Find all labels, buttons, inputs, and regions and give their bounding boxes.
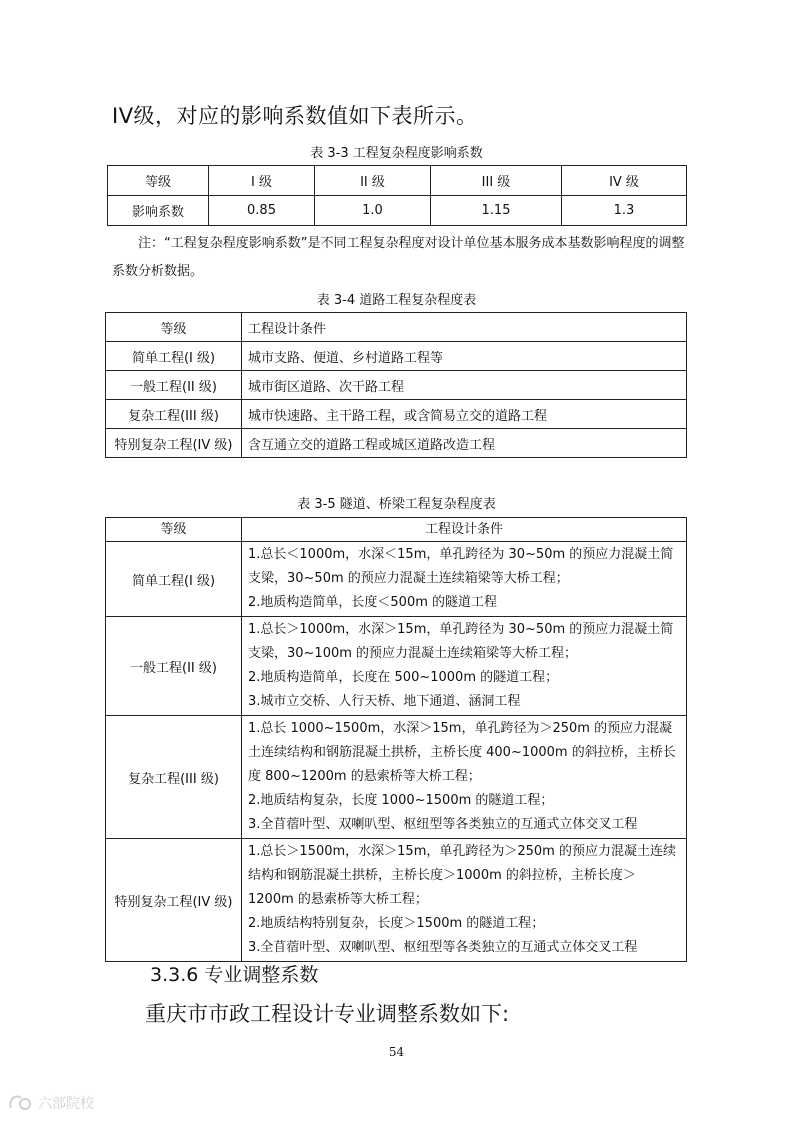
watermark-text: 六部院校 xyxy=(38,1096,94,1112)
condition-line: 1.总长＜1000m，水深＜15m，单孔跨径为 30~50m 的预应力混凝土简支梁，30~50m 的预应力混凝土连续箱梁等大桥工程； xyxy=(248,547,674,586)
condition-line: 2.地质构造简单，长度＜500m 的隧道工程 xyxy=(248,595,498,610)
table-cell: 简单工程(I 级) xyxy=(106,342,242,371)
table-row xyxy=(106,342,687,371)
page-number: 54 xyxy=(388,1045,405,1059)
table-row xyxy=(106,429,687,458)
table-cell: 1.0 xyxy=(315,196,431,226)
condition-line: 2.地质构造简单，长度在 500~1000m 的隧道工程； xyxy=(248,670,559,685)
table-cell: 等级 xyxy=(108,166,209,196)
table-cell: 城市街区道路、次干路工程 xyxy=(242,371,687,400)
table-cell xyxy=(242,542,687,617)
table-row xyxy=(108,196,687,226)
table-cell xyxy=(242,716,687,839)
table-3-5-caption: 表 3-5 隧道、桥梁工程复杂程度表 xyxy=(297,497,496,512)
table-cell: IV 级 xyxy=(562,166,687,196)
table-row xyxy=(108,166,687,196)
table-3-4-caption: 表 3-4 道路工程复杂程度表 xyxy=(316,293,477,308)
table-cell: 一般工程(II 级) xyxy=(106,371,242,400)
table-cell: 0.85 xyxy=(209,196,315,226)
table-note: 注：“工程复杂程度影响系数”是不同工程复杂程度对设计单位基本服务成本基数影响程度的调整系数分析数据。 xyxy=(112,236,685,279)
table-row xyxy=(106,400,687,429)
table-3-3 xyxy=(107,165,687,226)
watermark xyxy=(8,1093,94,1113)
table-3-5 xyxy=(105,517,687,962)
table-cell: 特别复杂工程(IV 级) xyxy=(106,839,242,962)
table-cell xyxy=(242,617,687,716)
condition-line: 3.全苜蓿叶型、双喇叭型、枢纽型等各类独立的互通式立体交叉工程 xyxy=(248,817,638,832)
condition-line: 2.地质结构特别复杂，长度＞1500m 的隧道工程； xyxy=(248,916,545,931)
condition-line: 1.总长＞1000m，水深＞15m，单孔跨径为 30~50m 的预应力混凝土简支梁，30~100m 的预应力混凝土连续箱梁等大桥工程； xyxy=(248,622,674,661)
section-heading: 3.3.6 专业调整系数 xyxy=(150,964,319,986)
condition-line: 2.地质结构复杂，长度 1000~1500m 的隧道工程； xyxy=(248,793,554,808)
table-row xyxy=(106,617,687,716)
table-cell: 等级 xyxy=(106,518,242,542)
intro-text: IV级，对应的影响系数值如下表所示。 xyxy=(112,104,478,128)
table-cell: 影响系数 xyxy=(108,196,209,226)
table-cell: 1.3 xyxy=(562,196,687,226)
table-cell: 一般工程(II 级) xyxy=(106,617,242,716)
table-cell: 复杂工程(III 级) xyxy=(106,400,242,429)
condition-line: 1.总长 1000~1500m，水深＞15m，单孔跨径为＞250m 的预应力混凝土连续结构和钢筋混凝土拱桥，主桥长度 400~1000m 的斜拉桥，主桥长度 800~1200m 的悬索桥等大桥工程； xyxy=(248,721,676,784)
table-3-3-caption: 表 3-3 工程复杂程度影响系数 xyxy=(310,146,483,161)
condition-line: 3.城市立交桥、人行天桥、地下通道、涵洞工程 xyxy=(248,694,521,709)
table-cell: 1.15 xyxy=(431,196,562,226)
table-cell: III 级 xyxy=(431,166,562,196)
table-row xyxy=(106,839,687,962)
table-row xyxy=(106,371,687,400)
table-cell: 城市快速路、主干路工程，或含简易立交的道路工程 xyxy=(242,400,687,429)
table-cell: 复杂工程(III 级) xyxy=(106,716,242,839)
table-row xyxy=(106,716,687,839)
table-cell: 等级 xyxy=(106,313,242,342)
condition-line: 3.全苜蓿叶型、双喇叭型、枢纽型等各类独立的互通式立体交叉工程 xyxy=(248,940,638,955)
condition-line: 1.总长＞1500m，水深＞15m，单孔跨径为＞250m 的预应力混凝土连续结构和钢筋混凝土拱桥，主桥长度＞1000m 的斜拉桥，主桥长度＞1200m 的悬索桥等大桥工程； xyxy=(248,844,676,907)
table-3-4 xyxy=(105,312,687,458)
table-row xyxy=(106,542,687,617)
table-cell: II 级 xyxy=(315,166,431,196)
watermark-logo-icon xyxy=(8,1095,34,1111)
table-cell: I 级 xyxy=(209,166,315,196)
section-body: 重庆市市政工程设计专业调整系数如下: xyxy=(145,1002,510,1026)
table-cell: 特别复杂工程(IV 级) xyxy=(106,429,242,458)
table-row xyxy=(106,313,687,342)
table-cell: 含互通立交的道路工程或城区道路改造工程 xyxy=(242,429,687,458)
table-cell: 工程设计条件 xyxy=(242,313,687,342)
table-cell: 工程设计条件 xyxy=(242,518,687,542)
table-row xyxy=(106,518,687,542)
table-cell: 城市支路、便道、乡村道路工程等 xyxy=(242,342,687,371)
table-cell xyxy=(242,839,687,962)
table-cell: 简单工程(I 级) xyxy=(106,542,242,617)
